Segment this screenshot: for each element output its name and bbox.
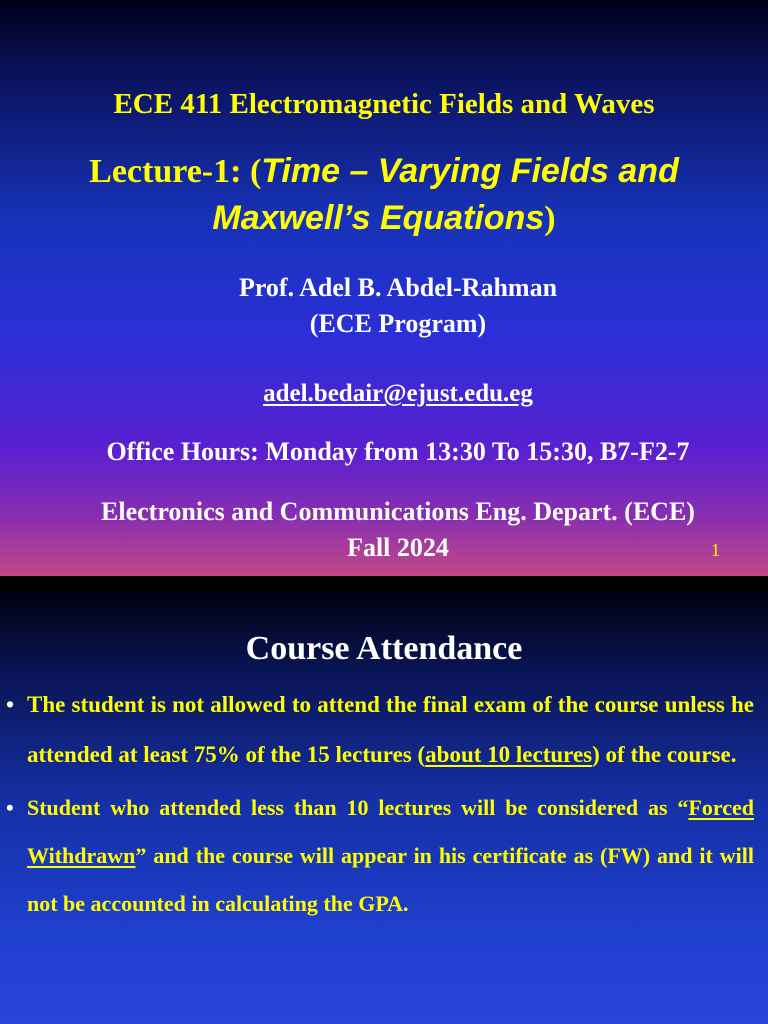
term: Fall 2024 [347,533,449,562]
bullet1-underlined: about 10 lectures [425,742,593,767]
attendance-title: Course Attendance [245,630,523,667]
bullet-dot: • [6,692,15,717]
bullet2-text-after: ” and the course will appear in his certificate as (FW) and it will not be accounted in calculating the GPA. [27,843,754,916]
email-block [0,380,768,408]
bullet2-text-before: Student who attended less than 10 lectures will be considered as “ [27,795,689,820]
office-hours: Office Hours: Monday from 13:30 To 15:30, B7-F2-7 [106,437,690,466]
professor-block [0,270,768,342]
bullet2-underlined: Forced Withdrawn [27,795,754,868]
lecture-suffix: ) [544,200,556,237]
slide-separator [0,576,768,590]
bullet1-text-before: The student is not allowed to attend the final exam of the course unless he attended at least 75% of the 15 lectures ( [27,692,754,767]
slide-2 [0,590,768,1024]
program-name: (ECE Program) [309,309,487,338]
lecture-prefix: Lecture-1: ( [89,153,262,190]
course-title: ECE 411 Electromagnetic Fields and Waves [113,88,655,120]
attendance-bullets [0,680,768,928]
bullet-dot: • [6,795,14,820]
email-link[interactable]: adel.bedair@ejust.edu.eg [263,380,533,407]
department-block [0,494,768,566]
department-name: Electronics and Communications Eng. Depart. (ECE) [101,497,695,526]
bullet-item-1 [0,680,768,780]
bullet-item-2 [0,784,768,928]
lecture-topic-line1: Time – Varying Fields and [261,152,679,190]
bullet1-text-after: ) of the course. [592,742,737,767]
professor-name: Prof. Adel B. Abdel-Rahman [238,273,558,302]
page-number: 1 [711,540,720,560]
lecture-topic-line2: Maxwell’s Equations [212,199,545,237]
lecture-title [0,148,768,242]
